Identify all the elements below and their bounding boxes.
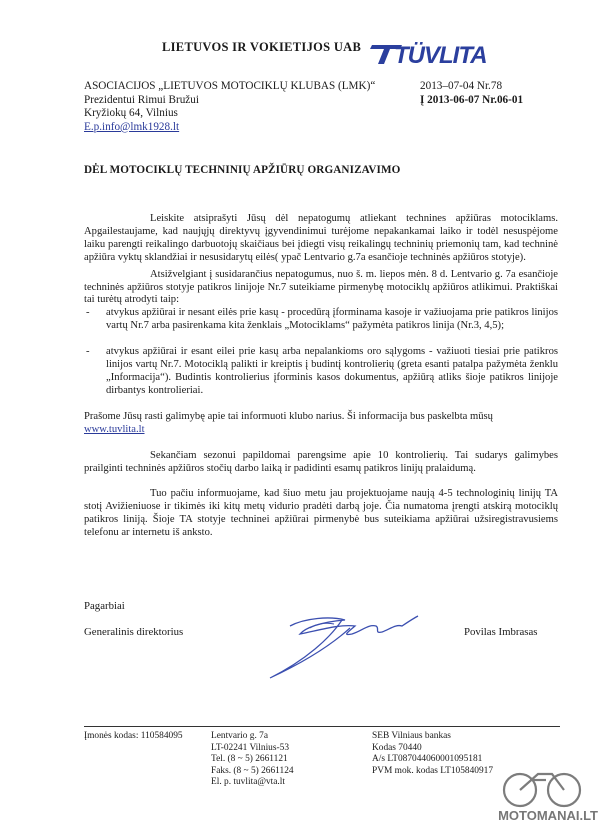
website-link[interactable]: www.tuvlita.lt: [84, 423, 145, 435]
letter-body: [84, 213, 558, 540]
motomanai-watermark: [460, 760, 600, 825]
footer-line: El. p. tuvlita@vta.lt: [211, 777, 285, 788]
reply-reference: Į 2013-06-07 Nr.06-01: [420, 93, 524, 106]
recipient-name: Prezidentui Rimui Bružui: [84, 93, 199, 106]
tuvlita-logo: [368, 37, 496, 67]
list-item: - atvykus apžiūrai ir nesant eilės prie kasų - procedūrą įforminama kasoje ir važiuojama prie patikros linijos vartų Nr.7 arba pasirenkama kita ženklais „Motociklams“ pažymėta patikros linija (Nr.3, 4,5);: [86, 307, 558, 332]
footer-line: SEB Vilniaus bankas: [372, 731, 451, 741]
paragraph-next-season: Sekančiam sezonui papildomai parengsime apie 10 kontrolierių. Tai sudarys galimybes prailginti techninės apžiūros stočių darbo laiką ir padidinti esamų patikros linijų pralaidumą.: [84, 449, 558, 474]
footer-line: Faks. (8 ~ 5) 2661124: [211, 765, 294, 776]
paragraph-inform-text: Prašome Jūsų rasti galimybę apie tai informuoti klubo narius. Ši informacija bus paskelbta mūsų: [84, 410, 493, 422]
watermark-text: MOTOMANAI.LT: [498, 808, 598, 823]
logo-text: TÜVLITA: [394, 42, 487, 67]
footer-contacts: [211, 731, 294, 789]
recipient-address: Kryžiokų 64, Vilnius: [84, 107, 178, 120]
footer-line: Įmonės kodas: 110584095: [84, 731, 183, 741]
paragraph-apology: Leiskite atsiprašyti Jūsų dėl nepatogumų atliekant technines apžiūras motociklams. Apgailestaujame, kad naujųjų direktyvų įgyvendinimui turėjome nepakankamai laiko ir todėl nesuspėjome laiku parengti reikalingo darbuotojų skaičiaus bei įdiegti visų reikalingų techninių priemonių tam, kad techninė apžiūra vyktų sklandžiai ir nesusidarytų eilės( ypač Lentvario g.7a esančioje techninės apžiūros stotyje).: [84, 213, 558, 263]
footer-company-code: [84, 731, 183, 743]
paragraph-new-station: Tuo pačiu informuojame, kad šiuo metu jau projektuojame naują 4-5 technologinių linijų TA stotį Avižieniuose ir tikimės iki kitų metų vidurio pradėti darbą joje. Čia numatoma įrengti atskirą motociklų patikros liniją. Šioje TA stotyje techninei apžiūrai pirmenybė bus suteikiama apžiūrai užsiregistravusiems telefonu ar internetu iš anksto.: [84, 488, 558, 539]
letter-reference: 2013–07-04 Nr.78: [420, 80, 503, 92]
letter-subject: DĖL MOTOCIKLŲ TECHNINIŲ APŽIŪRŲ ORGANIZAVIMO: [84, 164, 401, 176]
paragraph-inform: [84, 411, 558, 437]
paragraph-priority: Atsižvelgiant į susidarančius nepatogumus, nuo š. m. liepos mėn. 8 d. Lentvario g. 7a esančioje techninės apžiūros stotyje patikros linijoje Nr.7 suteikiame pirmenybę motociklų apžiūros atlikimui. Praktiškai tai turėtų atrodyti taip:: [84, 268, 558, 306]
closing-salutation: Pagarbiai: [84, 600, 125, 612]
bullet-queue: atvykus apžiūrai ir esant eilei prie kasų arba nepalankioms oro sąlygoms - važiuoti tiesiai prie patikros linijos vartų Nr.7. Motociklą palikti ir kreiptis į budintį kontrolierių (greta esanti patalpa pažymėta ženklu „Informacija“). Budintis kontrolierius įforminis kasos dokumentus, apžiūrą atliks šioje patikros linijoje dirbantys kontrolieriai.: [106, 346, 558, 396]
footer-line: Kodas 70440: [372, 742, 422, 753]
footer-line: PVM mok. kodas LT105840917: [372, 765, 494, 776]
footer-line: Tel. (8 ~ 5) 2661121: [211, 754, 288, 765]
signer-role: Generalinis direktorius: [84, 626, 184, 638]
footer-line: LT-02241 Vilnius-53: [211, 742, 290, 753]
bullet-no-queue: atvykus apžiūrai ir nesant eilės prie kasų - procedūrą įforminama kasoje ir važiuojama prie patikros linijos vartų Nr.7 arba pasirenkama kita ženklais „Motociklams“ pažymėta patikros linija (Nr.3, 4,5);: [106, 307, 558, 332]
reference-block: [420, 80, 523, 107]
company-name: LIETUVOS IR VOKIETIJOS UAB: [162, 40, 362, 54]
footer-line: Lentvario g. 7a: [211, 731, 269, 741]
footer-line: A/s LT087044060001095181: [372, 754, 483, 765]
signer-name: Povilas Imbrasas: [464, 626, 538, 638]
recipient-block: [84, 80, 375, 134]
recipient-organization: ASOCIACIJOS „LIETUVOS MOTOCIKLŲ KLUBAS (LMK)“: [84, 80, 376, 92]
handwritten-signature: [250, 598, 450, 688]
list-item: - atvykus apžiūrai ir esant eilei prie kasų arba nepalankioms oro sąlygoms - važiuoti tiesiai prie patikros linijos vartų Nr.7. Motociklą palikti ir kreiptis į budintį kontrolierių (greta esanti patalpa pažymėta ženklu „Informacija“). Budintis kontrolierius įforminis kasos dokumentus, apžiūrą atliks šioje patikros linijoje dirbantys kontrolieriai.: [86, 346, 558, 396]
recipient-email-link[interactable]: E.p.info@lmk1928.lt: [84, 120, 180, 133]
procedure-list: [84, 307, 558, 397]
footer-divider: [84, 726, 560, 727]
